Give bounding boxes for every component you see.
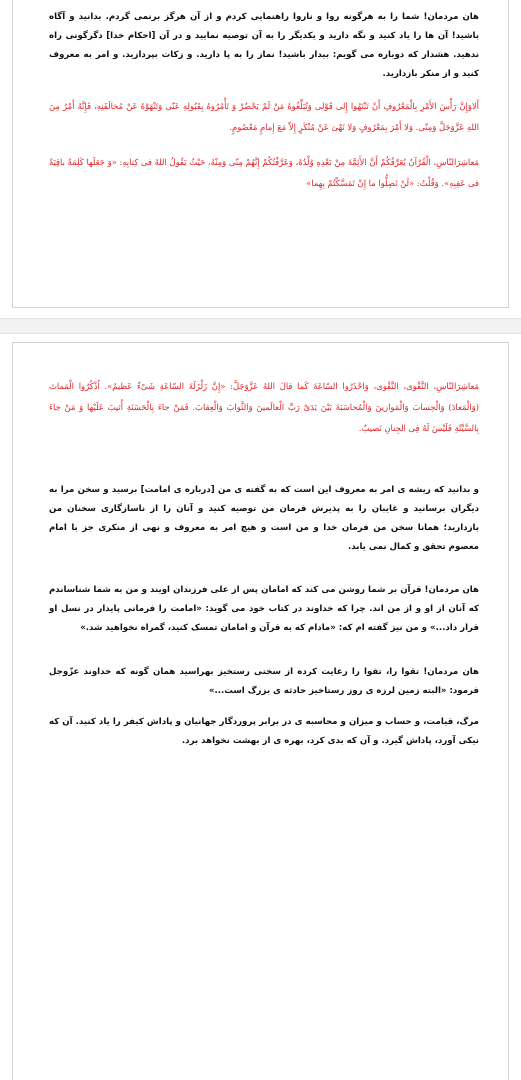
page-separator (0, 318, 521, 334)
arabic-quote-3: مَعاشِرَالنّاسِ، التَّقْوی، التَّقْوی، وَاحْذَرُوا السّاعَةَ کَما قالَ اللهُ عَزَّوَجَلَّ: «إِنَّ زَلْزَلَةَ السّاعَةِ شَیْءٌ عَظیمٌ». اُذْکُرُوا الْمَماتَ (وَالْمَعادَ) وَالْحِسابَ وَالْمَوازینَ وَالْمُحاسَبَةَ بَیْنَ یَدَیْ رَبِّ الْعالَمینَ وَالثَّوابَ وَالْعِقابَ. فَمَنْ جاءَ بِالْحَسَنَةِ أُثیبَ عَلَیْها وَ مَنْ جاءَ بِالسَّیِّئَةِ فَلَیْسَ لَهُ فِی الجِنانِ نَصیبٌ. (49, 381, 479, 433)
persian-paragraph-5: مرگ، قیامت، و حساب و میزان و محاسبه ی در برابر پروردگار جهانیان و پاداش کیفر را یاد کنید. آن که نیکی آورد، پاداش گیرد. و آن که بدی کرد، بهره ی از بهشت نخواهد برد. (49, 717, 479, 746)
document-page-2 (12, 342, 509, 1080)
arabic-quote-1: أَلاوَإِنَّ رَأْسَ الأَمْرِ بِالْمَعْرُوفِ أَنْ تَنْتَهُوا إِلى قَوْلی وَتُبَلِّغُوهُ مَنْ لَمْ یَحْضُرْ وَ تَأْمُرُوهُ بِقَبُولِهِ عَنّی وَتَنْهَوْهُ عَنْ مُخالَفَتِهِ، فَإِنَّهُ أَمْرٌ مِنَ اللهِ عَزَّوَجَلَّ وَمِنّی. وَلا أَمْرَ بِمَعْرُوفٍ وَلا نَهْیَ عَنْ مُنْکَرٍ إِلاّ مَعَ إِمامٍ مَعْصُومٍ. (49, 101, 479, 132)
persian-paragraph-1: هان مردمان! شما را به هرگونه روا و ناروا راهنمایی کردم و از آن هرگز برنمی گردم. بدانید و آگاه باشید! آن ها را یاد کنید و نگه دارید و یکدیگر را به آن توصیه نمایید و در آن [احکام خدا] دگرگونی راه ندهید. هشدار که دوباره می گویم: بیدار باشید! نماز را به پا دارید. و زکات بپردازید. و امر به معروف کنید و از منکر بازدارید. (49, 12, 479, 79)
persian-paragraph-4: هان مردمان! تقوا را، تقوا را رعایت کرده از سختی رستخیز بهراسید همان گونه که خداوند عزّوجل فرمود: «البته زمین لرزه ی روز رستاخیز حادثه ی بزرگ است...» (49, 667, 479, 696)
arabic-quote-2: مَعاشِرَالنّاسِ، الْقُرْآنُ یُعَرِّفُکُمْ أَنَّ الأَئِمَّةَ مِنْ بَعْدِهِ وُلْدُهُ، وَعَرَّفْتُکُمْ إِنَّهُمْ مِنّی وَمِنْهُ، حَیْثُ یَقُولُ اللهُ فی کِتابِهِ: «وَ جَعَلَها کَلِمَةً باقِیَةً فی عَقِبِهِ». وَقُلْتُ: «لَنْ تَضِلُّوا ما إِنْ تَمَسَّکْتُمْ بِهِما» (49, 157, 479, 188)
persian-paragraph-3: هان مردمان! قرآن بر شما روشن می کند که امامان پس از علی فرزندان اویند و من به شما شناساندم که آنان از او و از من اند. چرا که خداوند در کتاب خود می گوید: «امامت را فرمانی پایدار در نسل او قرار داد...» و من نیز گفته ام که: «مادام که به قرآن و امامان تمسک کنید، گمراه نخواهید شد.» (49, 585, 479, 633)
document-page-1 (12, 0, 509, 308)
persian-paragraph-2: و بدانید که ریشه ی امر به معروف این است که به گفته ی من [درباره ی امامت] برسید و سخن مرا به دیگران برسانید و غایبان را به پذیرش فرمان من توصیه کنید و آنان را از ناسازگاری سخنان من بازدارید؛ همانا سخن من فرمان خدا و من است و هیچ امر به معروف و نهی از منکری جز با امام معصوم تحقق و کمال نمی یابد. (49, 485, 479, 552)
